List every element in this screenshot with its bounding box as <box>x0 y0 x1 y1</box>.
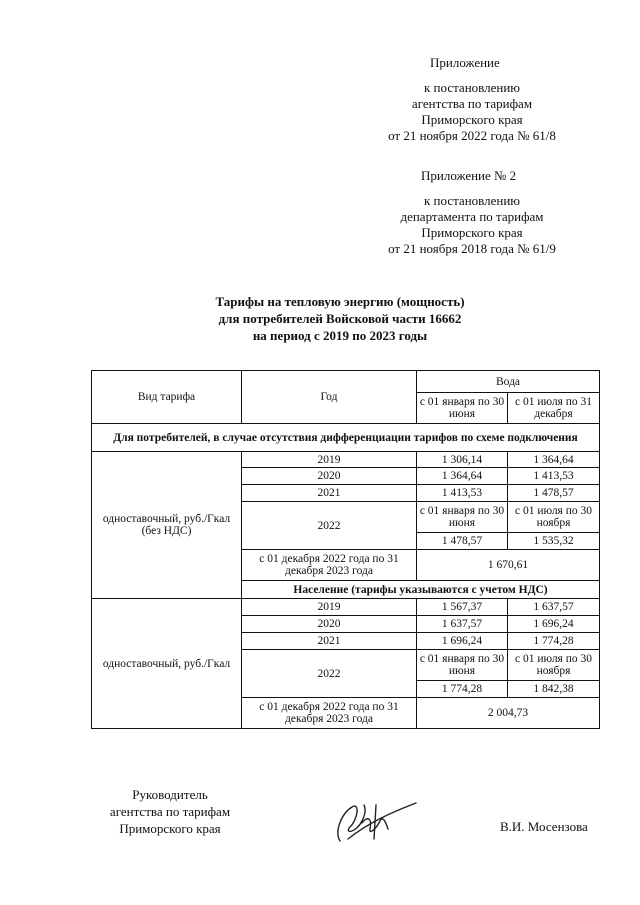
subperiod-cell: с 01 января по 30 июня <box>417 502 508 533</box>
year-cell: 2020 <box>242 616 417 633</box>
subperiod-cell: с 01 июля по 30 ноября <box>508 650 600 681</box>
value-cell: 1 306,14 <box>417 452 508 468</box>
annex-2-line: к постановлению <box>423 193 521 208</box>
section-2-title: Население (тарифы указываются с учетом НДС) <box>242 581 600 599</box>
annex-2-line: департамента по тарифам <box>400 209 544 224</box>
position-line: Приморского края <box>119 821 221 836</box>
annex-2-title: Приложение № 2 <box>421 168 517 183</box>
value-cell: 1 696,24 <box>417 633 508 650</box>
table-header-row <box>92 371 600 393</box>
year-cell: 2021 <box>242 485 417 502</box>
value-cell: 1 478,57 <box>417 533 508 550</box>
annex-1-details <box>372 80 572 144</box>
subperiod-cell: с 01 июля по 30 ноября <box>508 502 600 533</box>
header-water: Вода <box>417 371 600 393</box>
annex-2-line: Приморского края <box>421 225 523 240</box>
year-cell: 2022 <box>242 650 417 698</box>
annex-1-header <box>430 55 500 71</box>
value-cell: 1 774,28 <box>417 681 508 698</box>
table-row <box>92 452 600 468</box>
position-line: Руководитель <box>132 787 208 802</box>
header-half-1: с 01 января по 30 июня <box>417 393 508 424</box>
annex-1-line: к постановлению <box>423 80 521 95</box>
header-year: Год <box>242 371 417 424</box>
value-cell: 1 364,64 <box>417 468 508 485</box>
year-cell: 2020 <box>242 468 417 485</box>
title-line: Тарифы на тепловую энергию (мощность) <box>215 294 465 309</box>
value-cell: 1 696,24 <box>508 616 600 633</box>
header-tariff-type: Вид тарифа <box>92 371 242 424</box>
tariff-table <box>91 370 600 729</box>
value-cell: 1 364,64 <box>508 452 600 468</box>
signatory-position <box>95 786 245 837</box>
value-cell: 2 004,73 <box>417 698 600 729</box>
value-cell: 1 478,57 <box>508 485 600 502</box>
annex-2-details <box>372 193 572 257</box>
handwritten-signature <box>328 793 420 849</box>
title-line: для потребителей Войсковой части 16662 <box>218 311 462 326</box>
value-cell: 1 774,28 <box>508 633 600 650</box>
annex-1-line: агентства по тарифам <box>411 96 533 111</box>
value-cell: 1 535,32 <box>508 533 600 550</box>
subperiod-cell: с 01 января по 30 июня <box>417 650 508 681</box>
value-cell: 1 413,53 <box>508 468 600 485</box>
annex-1-line: Приморского края <box>421 112 523 127</box>
year-cell: 2021 <box>242 633 417 650</box>
year-cell: 2019 <box>242 599 417 616</box>
value-cell: 1 567,37 <box>417 599 508 616</box>
value-cell: 1 413,53 <box>417 485 508 502</box>
table-row <box>92 599 600 616</box>
year-cell: 2022 <box>242 502 417 550</box>
title-line: на период с 2019 по 2023 годы <box>252 328 428 343</box>
section-row <box>92 424 600 452</box>
tariff-type-2: одноставочный, руб./Гкал <box>92 599 242 729</box>
header-half-2: с 01 июля по 31 декабря <box>508 393 600 424</box>
signatory-name: В.И. Мосензова <box>500 819 588 834</box>
value-cell: 1 637,57 <box>417 616 508 633</box>
period-cell: с 01 декабря 2022 года по 31 декабря 2023 года <box>242 550 417 581</box>
section-1-title: Для потребителей, в случае отсутствия дифференциации тарифов по схеме подключения <box>92 424 600 452</box>
year-cell: 2019 <box>242 452 417 468</box>
value-cell: 1 842,38 <box>508 681 600 698</box>
tariff-type-1: одноставочный, руб./Гкал (без НДС) <box>92 452 242 599</box>
period-cell: с 01 декабря 2022 года по 31 декабря 2023 года <box>242 698 417 729</box>
value-cell: 1 637,57 <box>508 599 600 616</box>
annex-2-header <box>421 168 516 184</box>
annex-2-line: от 21 ноября 2018 года № 61/9 <box>388 241 556 256</box>
position-line: агентства по тарифам <box>109 804 231 819</box>
value-cell: 1 670,61 <box>417 550 600 581</box>
document-title <box>0 293 640 344</box>
annex-1-title: Приложение <box>430 55 500 70</box>
annex-1-line: от 21 ноября 2022 года № 61/8 <box>388 128 556 143</box>
